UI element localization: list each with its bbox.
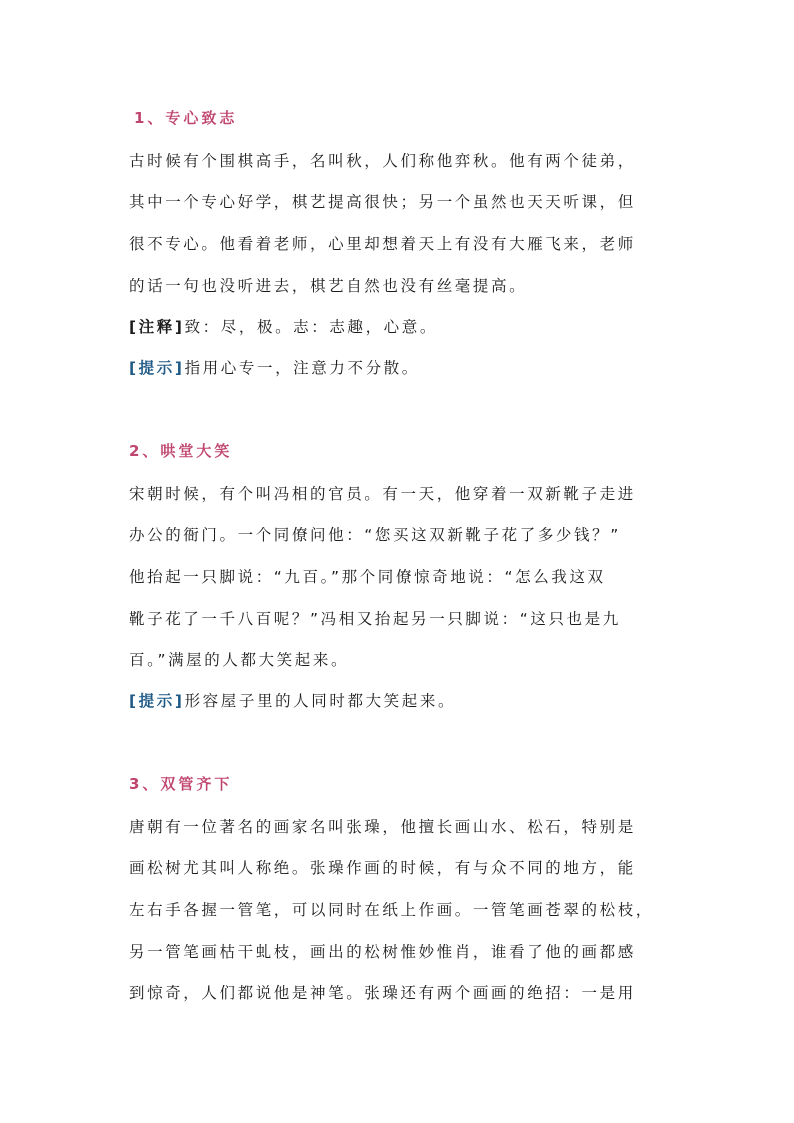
paragraph-line: 到惊奇，人们都说他是神笔。张璪还有两个画画的绝招：一是用 [129, 984, 636, 1002]
paragraph-line: 宋朝时候，有个叫冯相的官员。有一天，他穿着一双新靴子走进 [129, 485, 636, 503]
paragraph-line: 他抬起一只脚说：“九百。”那个同僚惊奇地说：“怎么我这双 [129, 568, 606, 586]
section-heading: 2、哄堂大笑 [129, 442, 233, 460]
hint-line [129, 691, 669, 711]
hint-text: 形容屋子里的人同时都大笑起来。 [184, 692, 457, 710]
paragraph-line: 办公的衙门。一个同僚问他：“您买这双新靴子花了多少钱？” [129, 526, 621, 544]
paragraph-line: 百。”满屋的人都大笑起来。 [129, 651, 350, 669]
annotation-tag: [注释] [129, 318, 185, 336]
paragraph-line: 古时候有个围棋高手，名叫秋，人们称他弈秋。他有两个徒弟， [129, 152, 636, 170]
paragraph-line: 靴子花了一千八百呢？”冯相又抬起另一只脚说：“这只也是九 [129, 610, 621, 628]
paragraph-line: 另一管笔画枯干虬枝，画出的松树惟妙惟肖，谁看了他的画都感 [129, 943, 636, 961]
annotation-text: 致：尽，极。志：志趣，心意。 [184, 318, 438, 336]
paragraph-line: 的话一句也没听进去，棋艺自然也没有丝毫提高。 [129, 277, 528, 295]
paragraph-line: 其中一个专心好学，棋艺提高很快；另一个虽然也天天听课，但 [129, 193, 636, 211]
paragraph-line: 画松树尤其叫人称绝。张璪作画的时候，有与众不同的地方，能 [129, 859, 636, 877]
hint-text: 指用心专一，注意力不分散。 [184, 359, 420, 377]
annotation-line [129, 317, 669, 337]
hint-tag: [提示] [129, 692, 185, 710]
section-heading: 1、专心致志 [134, 109, 238, 127]
paragraph-line: 左右手各握一管笔，可以同时在纸上作画。一管笔画苍翠的松枝， [129, 901, 654, 919]
paragraph-line: 唐朝有一位著名的画家名叫张璪，他擅长画山水、松石，特别是 [129, 818, 636, 836]
section-heading: 3、双管齐下 [129, 775, 233, 793]
paragraph-line: 很不专心。他看着老师，心里却想着天上有没有大雁飞来，老师 [129, 235, 636, 253]
hint-line [129, 358, 669, 378]
hint-tag: [提示] [129, 359, 185, 377]
